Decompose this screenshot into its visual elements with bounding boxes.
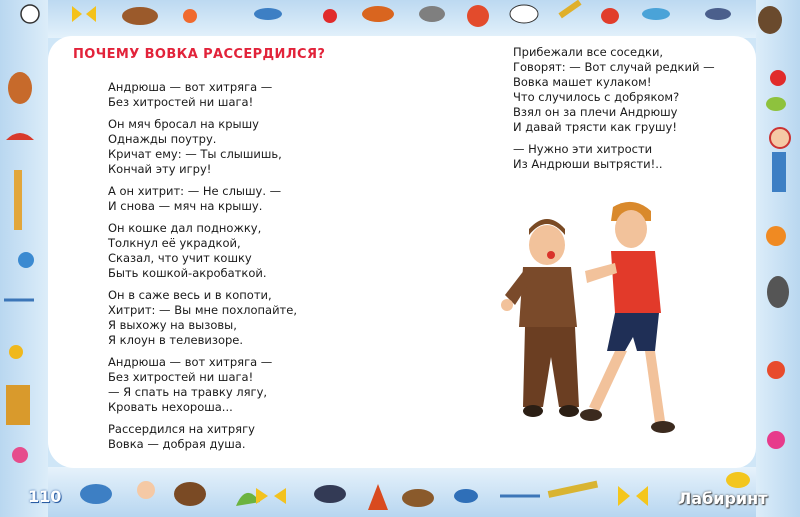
poem-line: Я выхожу на вызовы, — [108, 318, 237, 332]
stanza — [108, 288, 297, 348]
poem-line: — Я спать на травку лягу, — [108, 385, 268, 399]
butterfly-icon-right — [766, 97, 786, 111]
poem-line: А он хитрит: — Не слышу. — — [108, 184, 282, 198]
poem-column-left — [108, 80, 297, 459]
poem-line: Вовка машет кулаком! — [513, 75, 652, 89]
poem-column-right — [513, 45, 715, 179]
giraffe-icon — [14, 170, 22, 230]
butterfly-icon-bottom-2 — [618, 486, 648, 506]
clock-icon — [21, 5, 39, 23]
bird-icon-2 — [705, 8, 731, 20]
poem-line: Андрюша — вот хитряга — — [108, 355, 273, 369]
stanza — [108, 184, 297, 214]
stanza — [513, 45, 715, 135]
bird-icon-bottom-2 — [454, 489, 478, 503]
poem-line: Кровать нехороша... — [108, 400, 233, 414]
butterfly-icon-bottom — [256, 488, 286, 504]
stanza — [108, 80, 297, 110]
fish-icon — [642, 8, 670, 20]
andryusha-figure — [501, 219, 579, 417]
crow-icon — [314, 485, 346, 503]
hedgehog-icon — [402, 489, 434, 507]
poem-line: Он в саже весь и в копоти, — [108, 288, 272, 302]
girl-icon — [137, 481, 155, 499]
poem-line: Кончай эту игру! — [108, 162, 212, 176]
poem-title: ПОЧЕМУ ВОВКА РАССЕРДИЛСЯ? — [73, 47, 326, 62]
fox-icon — [362, 6, 394, 22]
dog-icon — [122, 7, 158, 25]
flower-icon-right — [770, 70, 786, 86]
clown-body-icon — [772, 152, 786, 192]
poem-line: Хитрит: — Вы мне похлопайте, — [108, 303, 297, 317]
poem-line: — Нужно эти хитрости — [513, 142, 653, 156]
flower-icon-right-3 — [767, 431, 785, 449]
orange-icon — [766, 226, 786, 246]
cat-icon-left — [8, 72, 32, 104]
butterfly-icon — [72, 6, 96, 22]
vovka-figure — [580, 202, 675, 433]
balloon-icon — [18, 252, 34, 268]
duck-icon — [726, 472, 750, 488]
poem-line: Сказал, что учит кошку — [108, 251, 252, 265]
poem-line: И снова — мяч на крышу. — [108, 199, 263, 213]
bee-icon — [9, 345, 23, 359]
lion-icon — [6, 385, 30, 425]
flower-icon-left — [12, 447, 28, 463]
poem-line: Быть кошкой-акробаткой. — [108, 266, 267, 280]
page-number: 110 — [28, 487, 62, 506]
poem-line: Он кошке дал подножку, — [108, 221, 262, 235]
stanza — [108, 221, 297, 281]
ladybug-icon — [323, 9, 337, 23]
poem-line: Толкнул её украдкой, — [108, 236, 241, 250]
poem-line: Прибежали все соседки, — [513, 45, 664, 59]
boys-illustration — [495, 195, 695, 445]
poem-line: Из Андрюши вытрясти!.. — [513, 157, 663, 171]
stanza — [108, 355, 297, 415]
watermark-logo: Лабиринт — [678, 489, 768, 508]
bullfinch-icon — [601, 8, 619, 24]
owl-icon — [758, 6, 782, 34]
maple-leaf-icon — [368, 484, 388, 510]
bird-icon — [254, 8, 282, 20]
poem-line: Взял он за плечи Андрюшу — [513, 105, 678, 119]
poem-line: Однажды поутру. — [108, 132, 217, 146]
poem-line: Андрюша — вот хитряга — — [108, 80, 273, 94]
poem-line: Кричат ему: — Ты слышишь, — [108, 147, 282, 161]
poem-line: Вовка — добрая душа. — [108, 437, 246, 451]
pencil-icon-bottom — [548, 481, 598, 498]
pencil-icon — [558, 0, 581, 18]
dog-icon-bottom — [174, 482, 206, 506]
clown-icon — [770, 128, 790, 148]
poem-line: Я клоун в телевизоре. — [108, 333, 244, 347]
flower-icon — [183, 9, 197, 23]
stanza — [108, 422, 297, 452]
poem-line: И давай трясти как грушу! — [513, 120, 677, 134]
stanza — [513, 142, 715, 172]
poem-line: Что случилось с добряком? — [513, 90, 680, 104]
poem-line: Говорят: — Вот случай редкий — — [513, 60, 715, 74]
poem-line: Он мяч бросал на крышу — [108, 117, 259, 131]
flower-icon-right-2 — [767, 361, 785, 379]
poem-line: Без хитростей ни шага! — [108, 95, 254, 109]
bird-icon-bottom — [80, 484, 112, 504]
poem-line: Без хитростей ни шага! — [108, 370, 254, 384]
mushroom-icon — [6, 133, 34, 140]
stanza — [108, 117, 297, 177]
cat-icon — [419, 6, 445, 22]
puppy-icon — [510, 5, 538, 23]
ball-icon — [467, 5, 489, 27]
poem-line: Рассердился на хитрягу — [108, 422, 255, 436]
owl-icon-right — [767, 276, 789, 308]
